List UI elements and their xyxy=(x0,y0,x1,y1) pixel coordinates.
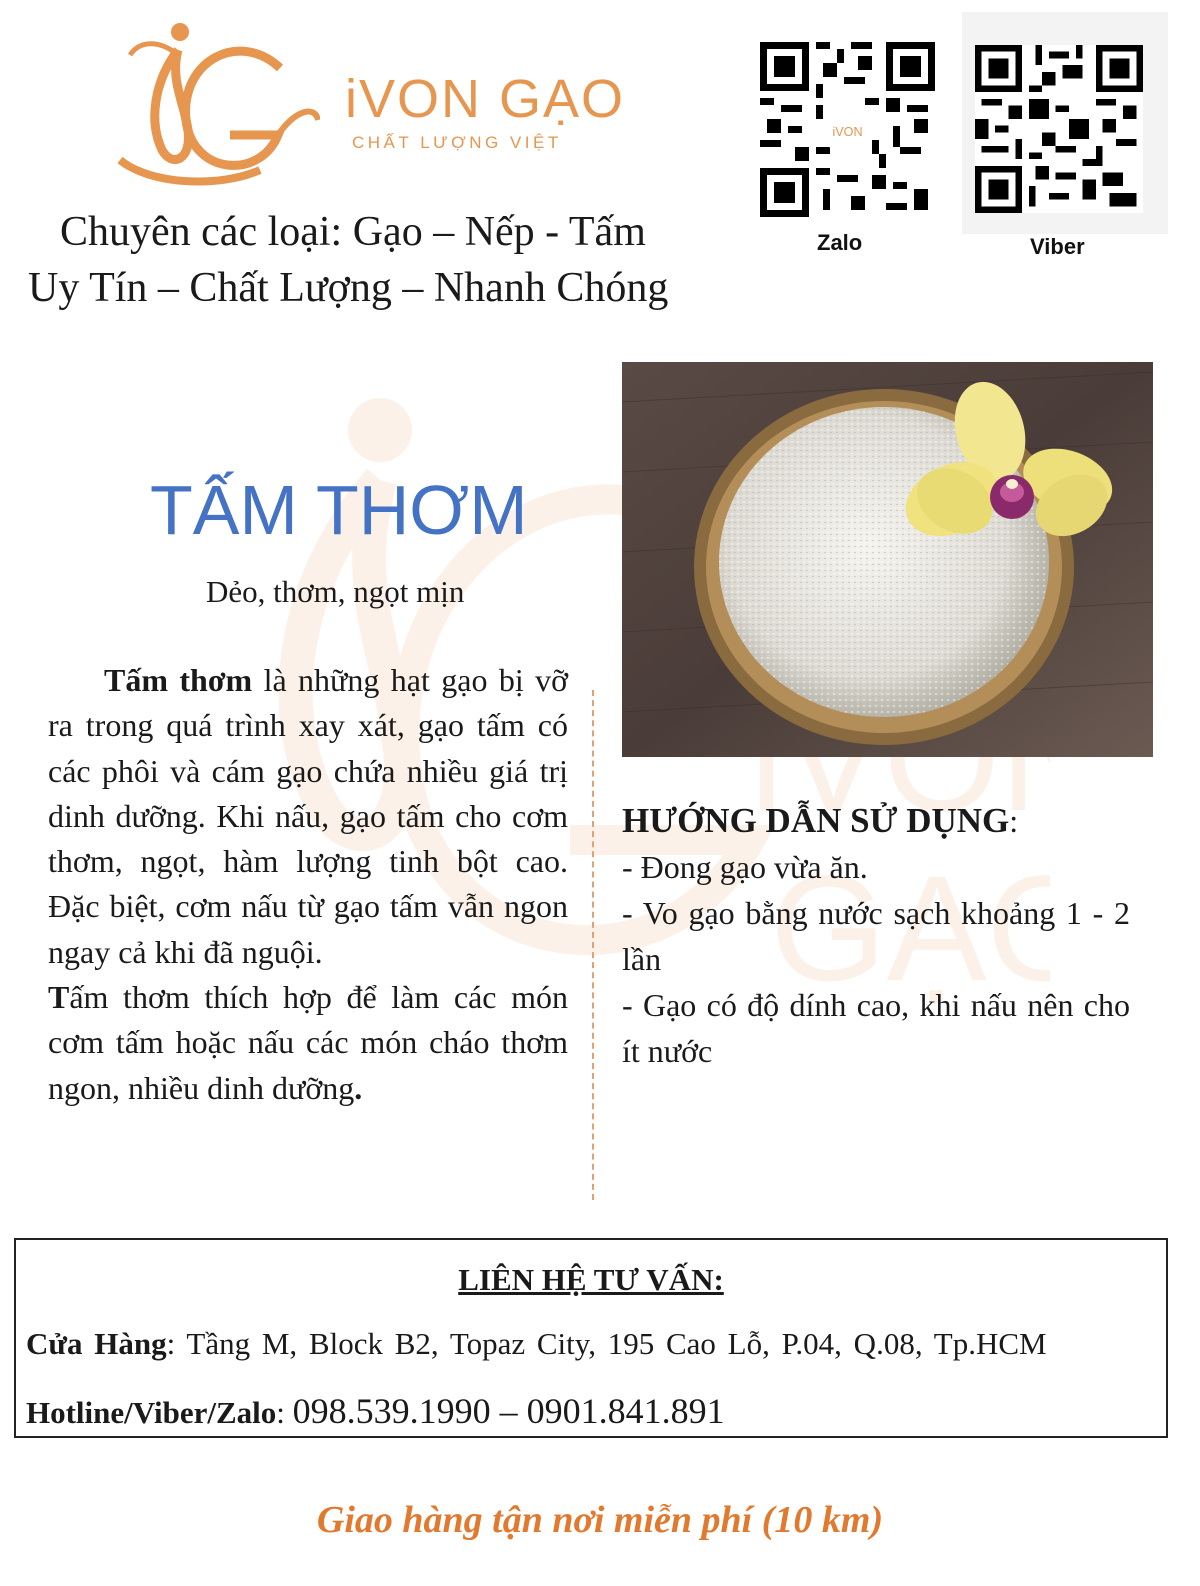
viber-qr-code[interactable] xyxy=(975,45,1143,213)
description-text: là những hạt gạo bị vỡ ra trong quá trình xay xát, gạo tấm có các phôi và cám gạo chứa nhiều giá trị dinh dưỡng. Khi nấu, gạo tấm cho cơm thơm, ngọt, hàm lượng tinh bột cao. Đặc biệt, cơm nấu từ gạo tấm vẫn ngon ngay cả khi đã nguội. xyxy=(48,662,568,970)
svg-text:iVON: iVO xyxy=(750,674,1001,842)
delivery-footer: Giao hàng tận nơi miễn phí (10 km) xyxy=(316,1499,884,1541)
description-end-period: . xyxy=(354,1069,363,1106)
svg-text:iVON: iVON xyxy=(832,124,863,139)
product-description xyxy=(48,658,568,1111)
product-title: TẤM THƠM xyxy=(150,471,528,549)
zalo-label: Zalo xyxy=(817,230,863,255)
description-paragraph-2 xyxy=(48,975,568,1111)
rice-basket-image xyxy=(622,362,1153,757)
description-bold-letter: T xyxy=(48,979,70,1016)
brand-name: iVON GẠO xyxy=(345,69,626,129)
usage-guide xyxy=(622,798,1130,1074)
hotline-label: Hotline/Viber/Zalo xyxy=(26,1395,277,1430)
store-label: Cửa Hàng xyxy=(26,1326,167,1361)
column-divider xyxy=(592,690,594,1200)
product-photo xyxy=(622,362,1153,757)
ivon-logo-icon xyxy=(100,10,320,190)
specialty-line-1: Chuyên các loại: Gạo – Nếp - Tấm xyxy=(60,209,646,255)
store-address: : Tầng M, Block B2, Topaz City, 195 Cao Lỗ, P.04, Q.08, Tp.HCM xyxy=(166,1326,1047,1361)
description-paragraph-1 xyxy=(48,658,568,975)
qr-code-icon xyxy=(975,45,1143,213)
svg-text:GẠO: GẠO xyxy=(770,844,1050,1012)
description-bold-term: Tấm thơm xyxy=(104,662,253,698)
description-text-2: ấm thơm thích hợp để làm các món cơm tấm hoặc nấu các món cháo thơm ngon, nhiều dinh dưỡng xyxy=(48,979,568,1106)
hotline-separator: : xyxy=(276,1395,293,1430)
usage-guide-colon: : xyxy=(1009,803,1019,839)
usage-step-1: - Đong gạo vừa ăn. xyxy=(622,849,868,885)
usage-guide-heading xyxy=(622,798,1130,844)
brand-tagline: CHẤT LƯỢNG VIỆT xyxy=(352,133,562,152)
usage-step-2: - Vo gạo bằng nước sạch khoảng 1 - 2 lần xyxy=(622,895,1130,977)
hotline-numbers[interactable]: 098.539.1990 – 0901.841.891 xyxy=(292,1391,725,1431)
zalo-qr-code[interactable] xyxy=(760,42,935,217)
usage-step-3: - Gạo có độ dính cao, khi nấu nên cho ít nước xyxy=(622,987,1130,1069)
product-subtitle: Dẻo, thơm, ngọt mịn xyxy=(206,574,465,609)
store-address-row xyxy=(26,1326,1047,1362)
usage-guide-title: HƯỚNG DẪN SỬ DỤNG xyxy=(622,801,1010,840)
qr-code-icon xyxy=(760,42,935,217)
viber-label: Viber xyxy=(1030,234,1085,259)
hotline-row xyxy=(26,1390,725,1432)
contact-box xyxy=(14,1238,1168,1438)
contact-title: LIÊN HỆ TƯ VẤN: xyxy=(458,1262,724,1297)
brand-logo xyxy=(100,10,320,190)
specialty-line-2: Uy Tín – Chất Lượng – Nhanh Chóng xyxy=(28,265,669,311)
